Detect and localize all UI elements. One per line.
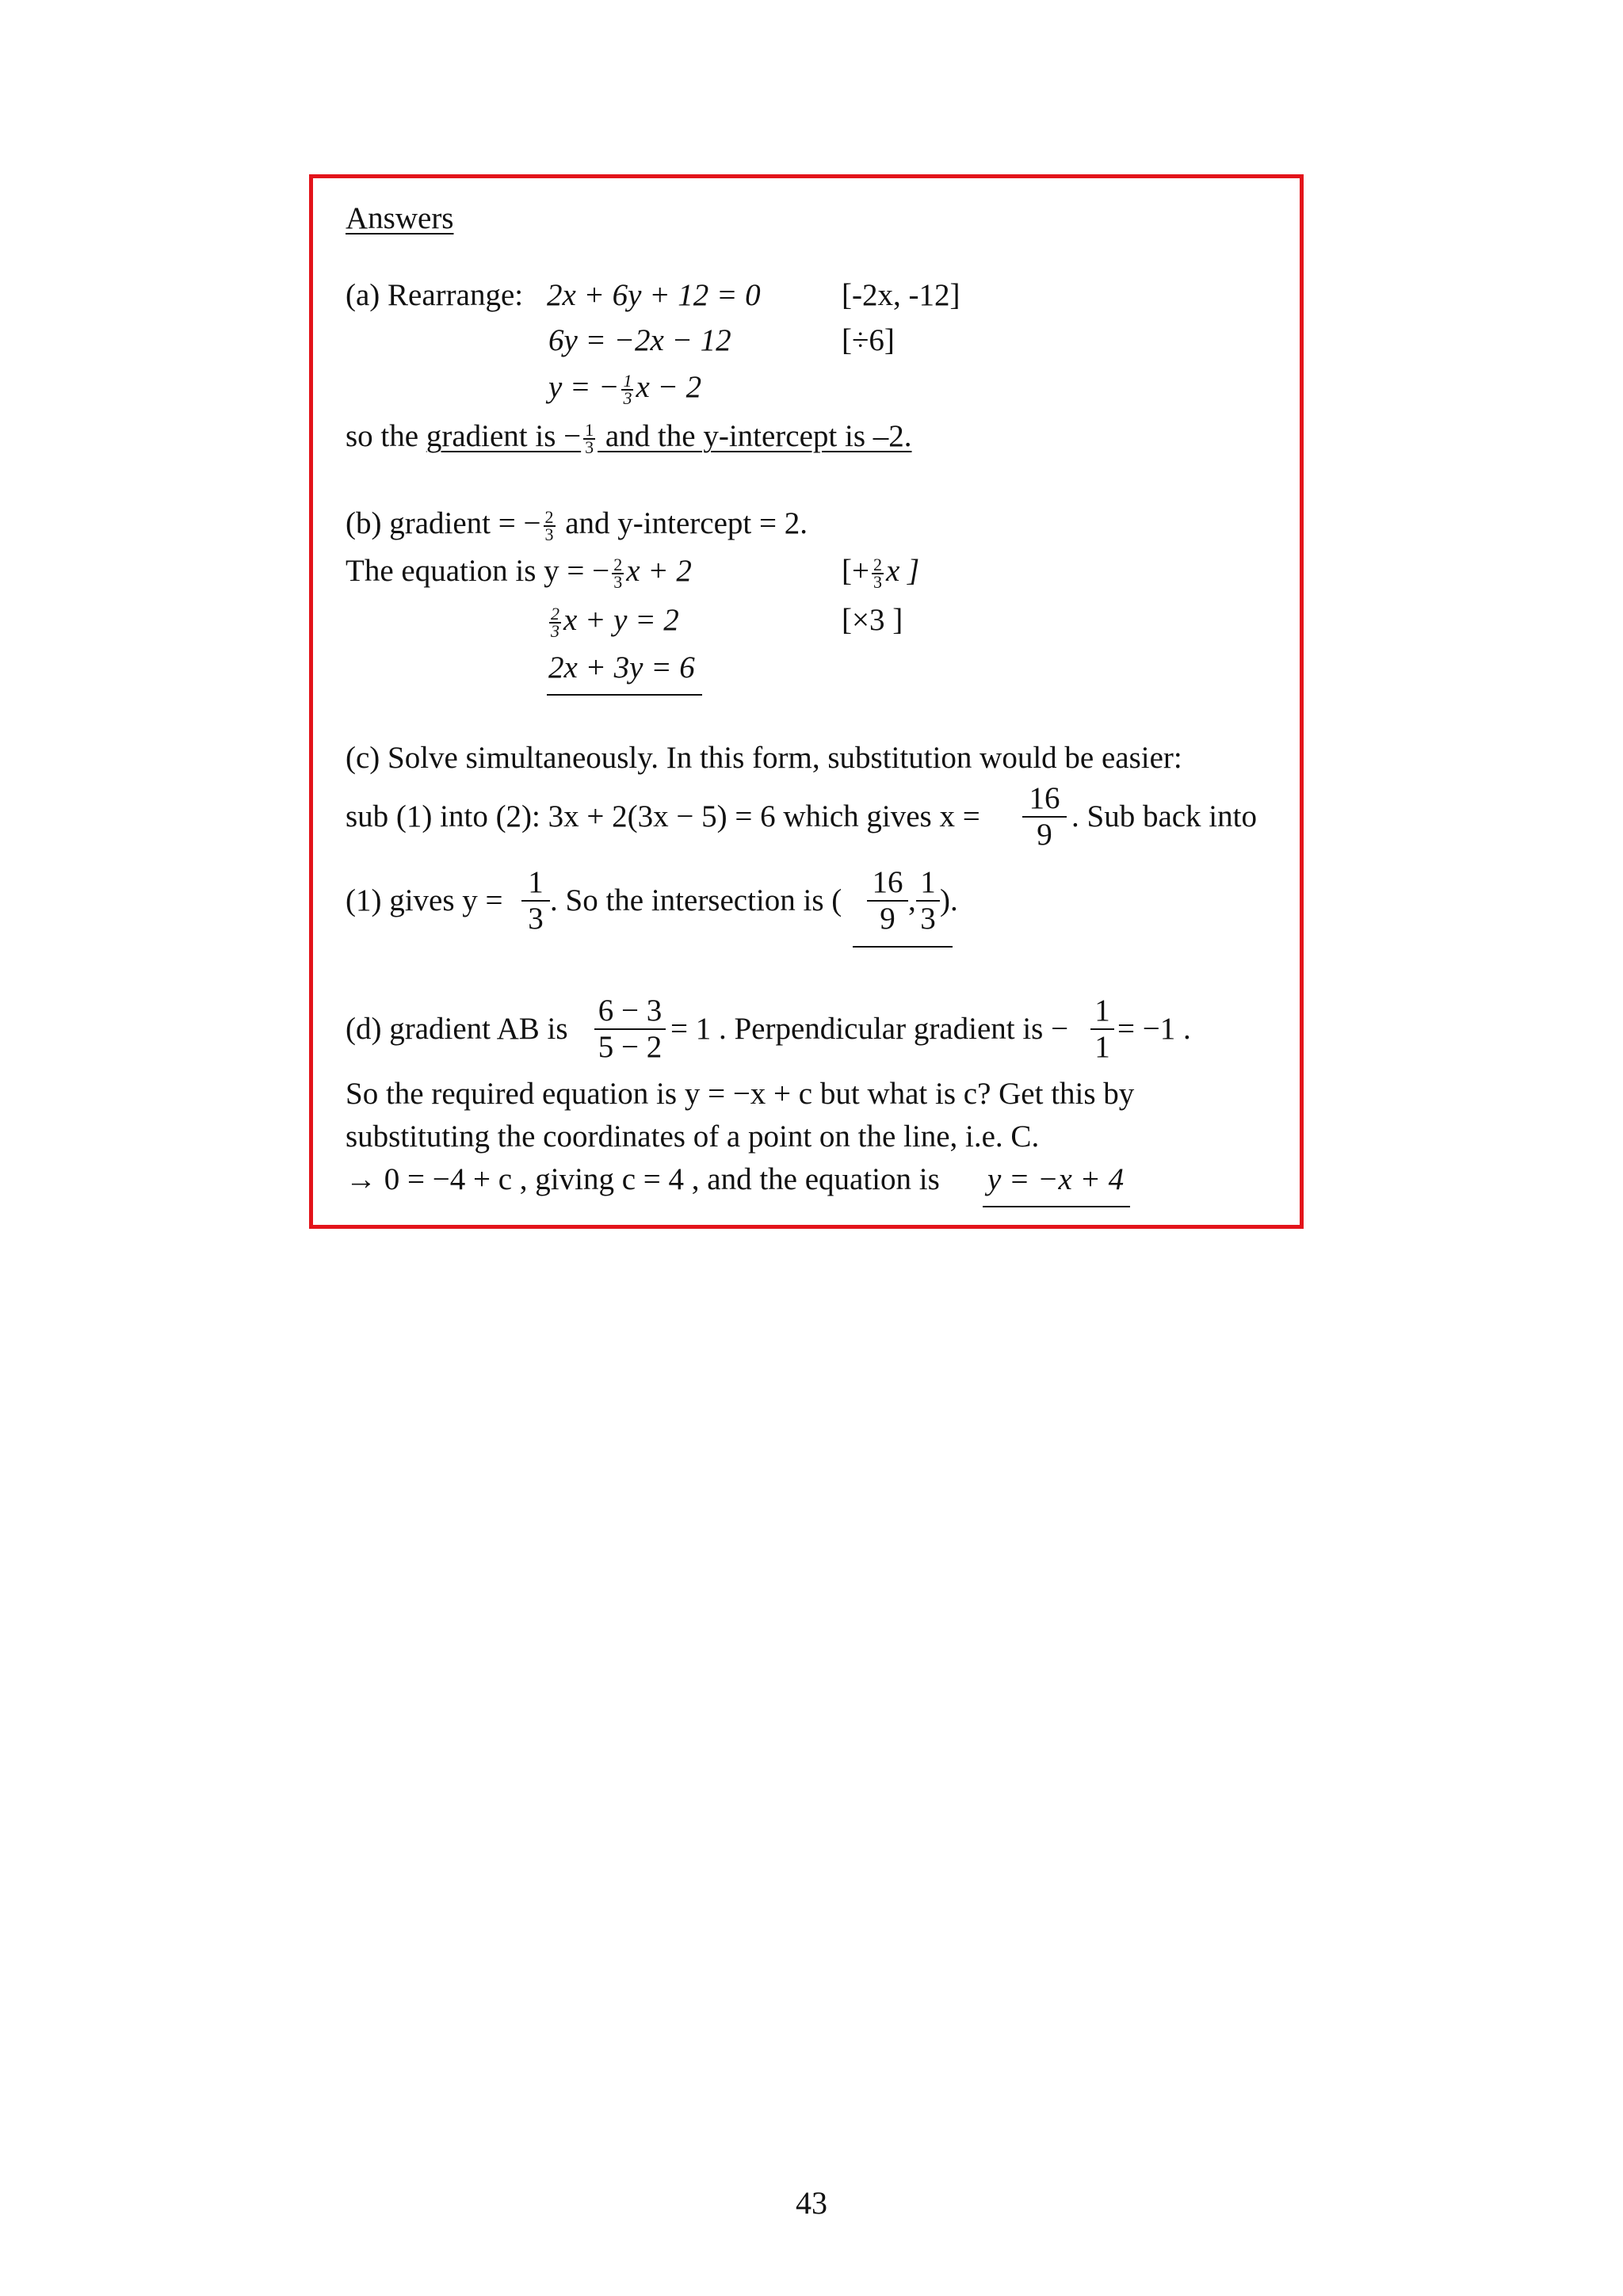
fraction-y-value: 1 3: [521, 865, 550, 936]
part-a-label: (a) Rearrange:: [346, 278, 524, 312]
part-b-eq2: $\frac{2}{3}$ x + y = 2: [551, 603, 679, 642]
part-d-line1-post: = −1 .: [1117, 1012, 1191, 1046]
part-c-answer-underline: [853, 946, 953, 948]
part-c-line1: (c) Solve simultaneously. In this form, substitution would be easier:: [346, 741, 1182, 775]
part-c-line3-pre: (1) gives y =: [346, 883, 503, 917]
fraction-x-value: 16 9: [1022, 781, 1067, 852]
answers-heading: Answers: [346, 201, 454, 235]
fraction-perpendicular: 1 1: [1090, 994, 1114, 1065]
part-a-conclusion: so the gradient is − $\frac{1}{3}$ and the y-intercept is –2.: [346, 419, 912, 458]
part-a-note1: [-2x, -12]: [842, 278, 960, 312]
page-number: 43: [796, 2185, 827, 2221]
fraction-one-third: $\frac{1}{3}$: [623, 371, 632, 409]
part-d-answer-underline: [983, 1206, 1130, 1207]
part-a-note2: [÷6]: [842, 323, 895, 357]
part-b-line1: (b) gradient = − $\frac{2}{3}$ and y-intercept = 2.: [346, 506, 808, 545]
part-d-line3: substituting the coordinates of a point on the line, i.e. C.: [346, 1119, 1040, 1154]
part-c-line3-post: ).: [940, 883, 958, 917]
answers-box: [309, 174, 1304, 1229]
fraction-gradient-ab: 6 − 3 5 − 2: [594, 994, 666, 1065]
fraction-two-thirds: $\frac{2}{3}$: [613, 555, 623, 593]
part-a-eq1: 2x + 6y + 12 = 0: [547, 278, 761, 312]
part-c-line2-post: . Sub back into: [1071, 799, 1257, 833]
point-comma: ,: [908, 883, 916, 917]
part-b-line2: The equation is y = − $\frac{2}{3}$ x + 2: [346, 554, 692, 593]
fraction-one-third: $\frac{1}{3}$: [585, 420, 594, 458]
part-b-note1: [+ $\frac{2}{3}$ x ]: [842, 554, 920, 593]
part-d-line1-mid: = 1 . Perpendicular gradient is −: [670, 1012, 1069, 1046]
part-d-line2: So the required equation is y = −x + c but what is c? Get this by: [346, 1077, 1135, 1111]
fraction-two-thirds: $\frac{2}{3}$: [551, 604, 559, 642]
part-d-line1-pre: (d) gradient AB is: [346, 1012, 568, 1046]
part-b-eq3: 2x + 3y = 6: [548, 650, 695, 685]
part-d-line4: → 0 = −4 + c , giving c = 4 , and the equation is: [346, 1162, 940, 1196]
part-a-eq2: 6y = −2x − 12: [548, 323, 731, 357]
fraction-two-thirds: $\frac{2}{3}$: [873, 555, 882, 593]
fraction-point-y: 1 3: [916, 865, 940, 936]
fraction-two-thirds: $\frac{2}{3}$: [544, 507, 554, 545]
part-c-line2-pre: sub (1) into (2): 3x + 2(3x − 5) = 6 which gives x =: [346, 799, 980, 833]
part-c-line3-mid: . So the intersection is (: [550, 883, 842, 917]
part-a-eq3: y = − $\frac{1}{3}$ x − 2: [548, 370, 702, 409]
part-b-answer-underline: [547, 694, 702, 696]
fraction-point-x: 16 9: [867, 865, 908, 936]
part-d-answer: y = −x + 4: [987, 1162, 1125, 1196]
part-b-note2: [×3 ]: [842, 603, 903, 637]
